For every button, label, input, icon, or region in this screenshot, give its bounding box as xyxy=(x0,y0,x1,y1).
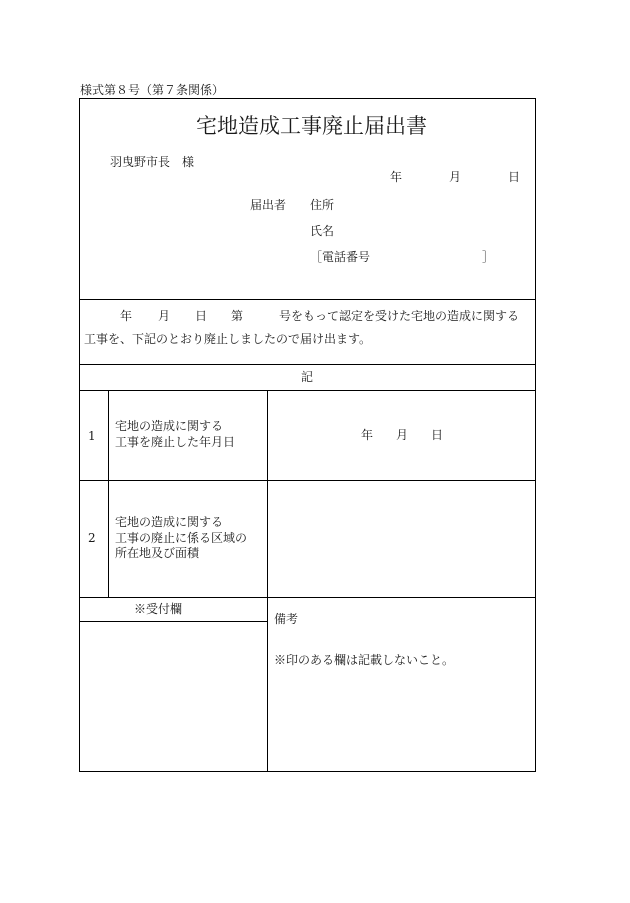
phone-label: ［電話番号 xyxy=(310,250,371,264)
reception-label: ※受付欄 xyxy=(134,602,183,616)
date-month-label: 月 xyxy=(449,170,462,184)
divider-ki-rows xyxy=(79,390,536,391)
frame-top-border xyxy=(79,98,536,99)
row1-year-label: 年 xyxy=(361,428,374,442)
row1-day-label: 日 xyxy=(431,428,444,442)
notifier-label: 届出者 xyxy=(250,198,287,212)
phone-close-bracket: ］ xyxy=(482,250,495,264)
addressee: 羽曳野市長 様 xyxy=(110,155,195,169)
row1-month-label: 月 xyxy=(396,428,409,442)
divider-row1-row2 xyxy=(79,480,536,481)
divider-num-col xyxy=(108,390,109,598)
frame-left-border xyxy=(79,98,80,772)
divider-header-statement xyxy=(79,299,536,300)
statement-year: 年 xyxy=(120,309,133,323)
statement-month: 月 xyxy=(158,309,171,323)
row2-label-line2: 工事の廃止に係る区域の xyxy=(115,531,248,545)
divider-label-col xyxy=(267,390,268,772)
row2-label-line3: 所在地及び面積 xyxy=(115,546,200,560)
date-year-label: 年 xyxy=(390,170,403,184)
frame-bottom-border xyxy=(79,771,536,772)
divider-statement-ki xyxy=(79,364,536,365)
row1-number: 1 xyxy=(88,429,96,443)
page-title: 宅地造成工事廃止届出書 xyxy=(196,114,427,138)
row1-label-line1: 宅地の造成に関する xyxy=(115,419,224,433)
remarks-label: 備考 xyxy=(274,612,299,626)
divider-reception-header xyxy=(79,621,268,622)
divider-row2-bottom xyxy=(79,597,536,598)
ki-label: 記 xyxy=(301,370,314,384)
statement-line1-rest: 号をもって認定を受けた宅地の造成に関する xyxy=(279,309,520,323)
frame-right-border xyxy=(535,98,536,772)
row2-number: 2 xyxy=(88,531,96,545)
row1-label-line2: 工事を廃止した年月日 xyxy=(115,435,236,449)
statement-line2: 工事を、下記のとおり廃止しましたので届け出ます。 xyxy=(84,332,372,346)
name-label: 氏名 xyxy=(310,224,335,238)
date-day-label: 日 xyxy=(508,170,521,184)
remarks-note: ※印のある欄は記載しないこと。 xyxy=(274,653,455,667)
form-number: 様式第８号（第７条関係） xyxy=(80,83,225,97)
address-label: 住所 xyxy=(310,198,335,212)
statement-day: 日 xyxy=(195,309,208,323)
statement-dai: 第 xyxy=(231,309,244,323)
row2-label-line1: 宅地の造成に関する xyxy=(115,515,224,529)
